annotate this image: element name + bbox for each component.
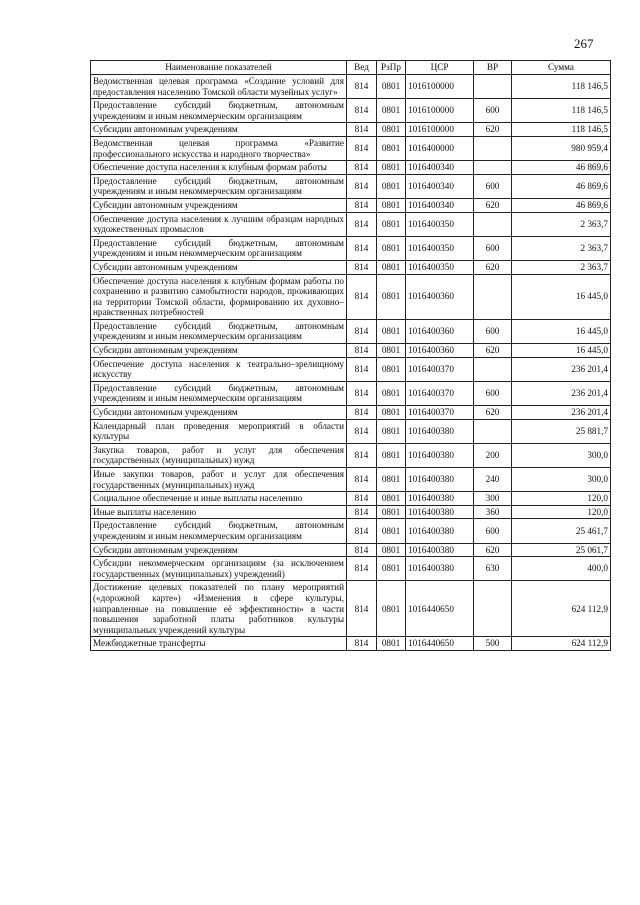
cell-name: Иные закупки товаров, работ и услуг для обеспечения государственных (муниципальных) нужд (91, 468, 347, 492)
table-row (91, 236, 611, 260)
table-row (91, 198, 611, 212)
cell-name: Предоставление субсидий бюджетным, автономным учреждениям и иным некоммерческим организациям (91, 381, 347, 405)
cell-csr: 1016400370 (406, 406, 474, 420)
cell-sum: 236 201,4 (512, 381, 611, 405)
cell-ved: 814 (347, 519, 377, 543)
cell-ved: 814 (347, 505, 377, 519)
cell-sum: 16 445,0 (512, 274, 611, 319)
cell-name: Социальное обеспечение и иные выплаты населению (91, 492, 347, 506)
cell-ved: 814 (347, 637, 377, 651)
header-name: Наименование показателей (91, 61, 347, 75)
cell-ved: 814 (347, 99, 377, 123)
header-rzpr: РзПр (377, 61, 406, 75)
cell-vr: 620 (474, 406, 512, 420)
cell-rzpr: 0801 (377, 406, 406, 420)
cell-vr: 600 (474, 519, 512, 543)
cell-name: Субсидии автономным учреждениям (91, 543, 347, 557)
cell-ved: 814 (347, 344, 377, 358)
table-row (91, 406, 611, 420)
cell-csr: 1016100000 (406, 99, 474, 123)
cell-rzpr: 0801 (377, 505, 406, 519)
cell-sum: 300,0 (512, 468, 611, 492)
header-vr: ВР (474, 61, 512, 75)
cell-ved: 814 (347, 274, 377, 319)
cell-rzpr: 0801 (377, 443, 406, 467)
cell-csr: 1016400370 (406, 357, 474, 381)
cell-sum: 46 869,6 (512, 174, 611, 198)
cell-vr (474, 212, 512, 236)
cell-csr: 1016100000 (406, 123, 474, 137)
cell-rzpr: 0801 (377, 357, 406, 381)
cell-ved: 814 (347, 75, 377, 99)
page-number: 267 (574, 36, 594, 51)
table-row (91, 260, 611, 274)
cell-rzpr: 0801 (377, 198, 406, 212)
table-row (91, 519, 611, 543)
cell-ved: 814 (347, 161, 377, 175)
cell-name: Предоставление субсидий бюджетным, автономным учреждениям и иным некоммерческим организациям (91, 236, 347, 260)
cell-vr (474, 419, 512, 443)
cell-ved: 814 (347, 543, 377, 557)
cell-name: Обеспечение доступа населения к лучшим образцам народных художественных промыслов (91, 212, 347, 236)
cell-sum: 624 112,9 (512, 581, 611, 637)
header-csr: ЦСР (406, 61, 474, 75)
cell-ved: 814 (347, 123, 377, 137)
cell-sum: 624 112,9 (512, 637, 611, 651)
cell-name: Субсидии автономным учреждениям (91, 123, 347, 137)
cell-ved: 814 (347, 198, 377, 212)
cell-ved: 814 (347, 581, 377, 637)
cell-rzpr: 0801 (377, 419, 406, 443)
cell-rzpr: 0801 (377, 174, 406, 198)
cell-sum: 300,0 (512, 443, 611, 467)
cell-sum: 118 146,5 (512, 75, 611, 99)
cell-ved: 814 (347, 419, 377, 443)
cell-csr: 1016400370 (406, 381, 474, 405)
cell-sum: 2 363,7 (512, 236, 611, 260)
cell-ved: 814 (347, 443, 377, 467)
cell-rzpr: 0801 (377, 381, 406, 405)
cell-vr: 620 (474, 344, 512, 358)
table-row (91, 319, 611, 343)
cell-csr: 1016400380 (406, 543, 474, 557)
cell-ved: 814 (347, 136, 377, 160)
cell-csr: 1016400360 (406, 344, 474, 358)
cell-rzpr: 0801 (377, 161, 406, 175)
cell-rzpr: 0801 (377, 123, 406, 137)
cell-ved: 814 (347, 260, 377, 274)
cell-rzpr: 0801 (377, 543, 406, 557)
header-sum: Сумма (512, 61, 611, 75)
cell-vr: 360 (474, 505, 512, 519)
table-row (91, 212, 611, 236)
cell-vr: 600 (474, 319, 512, 343)
cell-name: Календарный план проведения мероприятий в области культуры (91, 419, 347, 443)
cell-name: Межбюджетные трансферты (91, 637, 347, 651)
cell-vr: 620 (474, 198, 512, 212)
cell-rzpr: 0801 (377, 344, 406, 358)
cell-csr: 1016440650 (406, 637, 474, 651)
cell-csr: 1016400350 (406, 212, 474, 236)
table-row (91, 123, 611, 137)
cell-rzpr: 0801 (377, 468, 406, 492)
cell-ved: 814 (347, 381, 377, 405)
cell-csr: 1016440650 (406, 581, 474, 637)
table-row (91, 419, 611, 443)
cell-name: Обеспечение доступа населения к клубным формам работы (91, 161, 347, 175)
cell-rzpr: 0801 (377, 319, 406, 343)
cell-csr: 1016400340 (406, 161, 474, 175)
cell-name: Субсидии автономным учреждениям (91, 198, 347, 212)
table-row (91, 543, 611, 557)
cell-vr (474, 274, 512, 319)
cell-vr (474, 357, 512, 381)
cell-sum: 46 869,6 (512, 161, 611, 175)
cell-vr: 600 (474, 99, 512, 123)
cell-rzpr: 0801 (377, 519, 406, 543)
cell-vr: 500 (474, 637, 512, 651)
cell-ved: 814 (347, 468, 377, 492)
cell-rzpr: 0801 (377, 637, 406, 651)
cell-rzpr: 0801 (377, 492, 406, 506)
cell-vr: 620 (474, 543, 512, 557)
cell-name: Предоставление субсидий бюджетным, автономным учреждениям и иным некоммерческим организациям (91, 174, 347, 198)
table-row (91, 637, 611, 651)
cell-sum: 236 201,4 (512, 406, 611, 420)
cell-vr: 200 (474, 443, 512, 467)
cell-ved: 814 (347, 492, 377, 506)
cell-name: Субсидии автономным учреждениям (91, 260, 347, 274)
table-row (91, 581, 611, 637)
cell-vr (474, 161, 512, 175)
cell-vr: 600 (474, 174, 512, 198)
cell-name: Субсидии некоммерческим организациям (за исключением государственных (муниципальных) учреждений) (91, 557, 347, 581)
cell-csr: 1016400360 (406, 274, 474, 319)
header-ved: Вед (347, 61, 377, 75)
cell-sum: 46 869,6 (512, 198, 611, 212)
table-row (91, 136, 611, 160)
cell-rzpr: 0801 (377, 99, 406, 123)
table-row (91, 344, 611, 358)
cell-rzpr: 0801 (377, 260, 406, 274)
cell-rzpr: 0801 (377, 75, 406, 99)
cell-sum: 16 445,0 (512, 319, 611, 343)
cell-csr: 1016400350 (406, 260, 474, 274)
cell-csr: 1016400380 (406, 443, 474, 467)
cell-csr: 1016100000 (406, 75, 474, 99)
cell-sum: 25 061,7 (512, 543, 611, 557)
cell-sum: 980 959,4 (512, 136, 611, 160)
table-row (91, 99, 611, 123)
cell-csr: 1016400380 (406, 468, 474, 492)
table-row (91, 443, 611, 467)
cell-rzpr: 0801 (377, 581, 406, 637)
cell-vr: 300 (474, 492, 512, 506)
cell-ved: 814 (347, 406, 377, 420)
table-row (91, 161, 611, 175)
cell-csr: 1016400380 (406, 557, 474, 581)
cell-vr (474, 75, 512, 99)
table-row (91, 174, 611, 198)
budget-table (90, 60, 611, 651)
cell-csr: 1016400340 (406, 198, 474, 212)
cell-csr: 1016400350 (406, 236, 474, 260)
table-row (91, 492, 611, 506)
cell-name: Достижение целевых показателей по плану мероприятий («дорожной карте») «Изменения в сфере культуры, направленные на повышение её эффективности» в части повышения заработной платы работников культуры муниципальных учреждений культуры (91, 581, 347, 637)
cell-csr: 1016400380 (406, 492, 474, 506)
cell-sum: 2 363,7 (512, 212, 611, 236)
cell-sum: 118 146,5 (512, 123, 611, 137)
cell-csr: 1016400000 (406, 136, 474, 160)
cell-rzpr: 0801 (377, 274, 406, 319)
cell-vr: 240 (474, 468, 512, 492)
cell-ved: 814 (347, 212, 377, 236)
cell-name: Ведомственная целевая программа «Развитие профессионального искусства и народного творчества» (91, 136, 347, 160)
cell-sum: 400,0 (512, 557, 611, 581)
cell-sum: 16 445,0 (512, 344, 611, 358)
cell-rzpr: 0801 (377, 236, 406, 260)
cell-vr: 630 (474, 557, 512, 581)
table-row (91, 557, 611, 581)
table-header-row (91, 61, 611, 75)
cell-sum: 118 146,5 (512, 99, 611, 123)
cell-csr: 1016400380 (406, 519, 474, 543)
cell-vr: 600 (474, 236, 512, 260)
cell-csr: 1016400380 (406, 419, 474, 443)
cell-sum: 25 461,7 (512, 519, 611, 543)
cell-sum: 120,0 (512, 492, 611, 506)
cell-name: Иные выплаты населению (91, 505, 347, 519)
cell-name: Предоставление субсидий бюджетным, автономным учреждениям и иным некоммерческим организациям (91, 319, 347, 343)
cell-name: Закупка товаров, работ и услуг для обеспечения государственных (муниципальных) нужд (91, 443, 347, 467)
cell-name: Предоставление субсидий бюджетным, автономным учреждениям и иным некоммерческим организациям (91, 519, 347, 543)
cell-sum: 120,0 (512, 505, 611, 519)
cell-vr: 620 (474, 260, 512, 274)
cell-rzpr: 0801 (377, 557, 406, 581)
cell-csr: 1016400360 (406, 319, 474, 343)
table-row (91, 505, 611, 519)
cell-ved: 814 (347, 319, 377, 343)
cell-name: Предоставление субсидий бюджетным, автономным учреждениям и иным некоммерческим организациям (91, 99, 347, 123)
cell-rzpr: 0801 (377, 212, 406, 236)
cell-csr: 1016400380 (406, 505, 474, 519)
cell-name: Обеспечение доступа населения к клубным формам работы по сохранению и развитию самобытности народов, проживающих на территории Томской области, формированию их духовно–нравственных потребностей (91, 274, 347, 319)
cell-vr (474, 581, 512, 637)
cell-sum: 2 363,7 (512, 260, 611, 274)
table-row (91, 357, 611, 381)
cell-rzpr: 0801 (377, 136, 406, 160)
cell-ved: 814 (347, 557, 377, 581)
cell-sum: 236 201,4 (512, 357, 611, 381)
cell-sum: 25 881,7 (512, 419, 611, 443)
cell-name: Ведомственная целевая программа «Создание условий для предоставления населению Томской области музейных услуг» (91, 75, 347, 99)
cell-vr (474, 136, 512, 160)
cell-name: Обеспечение доступа населения к театрально–зрелищному искусству (91, 357, 347, 381)
cell-name: Субсидии автономным учреждениям (91, 406, 347, 420)
cell-ved: 814 (347, 174, 377, 198)
table-row (91, 381, 611, 405)
table-row (91, 274, 611, 319)
cell-vr: 600 (474, 381, 512, 405)
cell-ved: 814 (347, 236, 377, 260)
table-row (91, 468, 611, 492)
cell-name: Субсидии автономным учреждениям (91, 344, 347, 358)
cell-vr: 620 (474, 123, 512, 137)
table-row (91, 75, 611, 99)
cell-ved: 814 (347, 357, 377, 381)
cell-csr: 1016400340 (406, 174, 474, 198)
